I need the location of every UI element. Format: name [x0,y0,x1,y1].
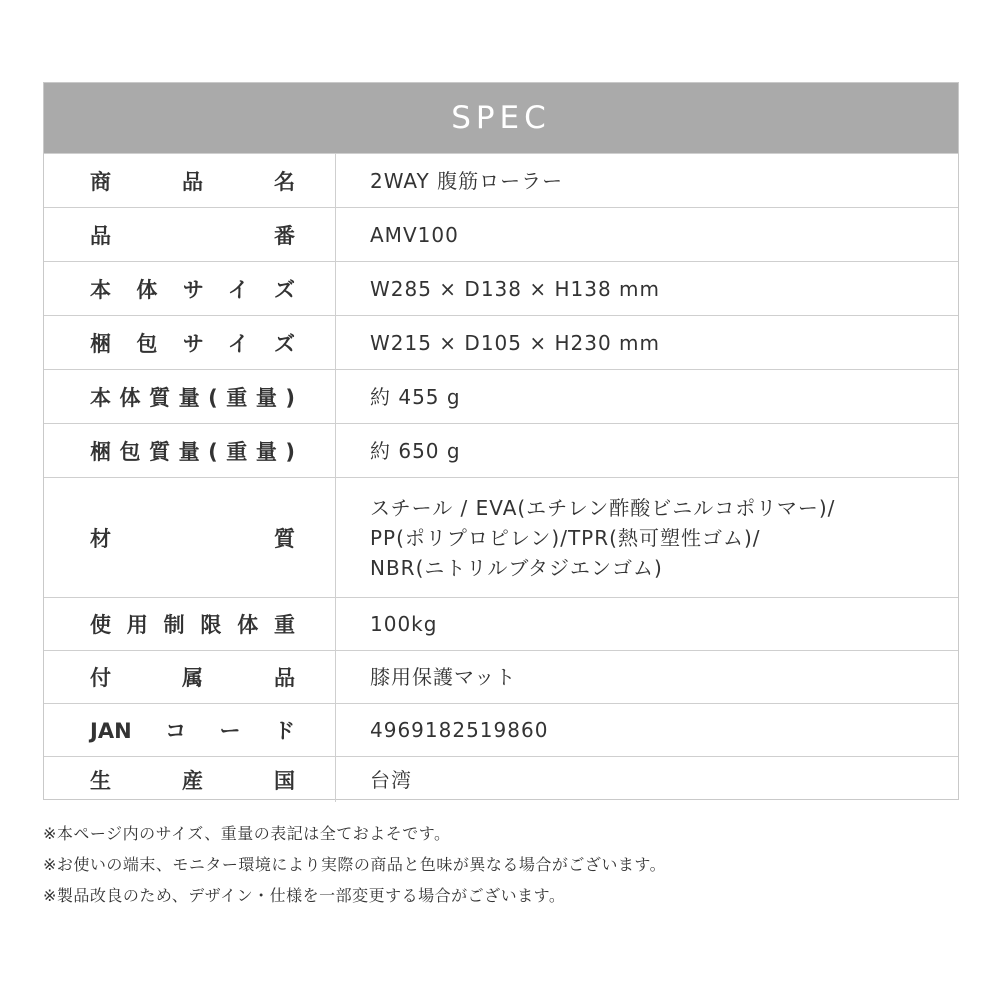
label-cell [44,757,336,802]
spec-row-material [44,477,958,597]
row-value: 100kg [370,612,438,636]
label-cell [44,262,336,315]
spec-row-jan-code [44,703,958,756]
value-cell [336,598,958,650]
value-cell [336,651,958,703]
label-cell [44,651,336,703]
label-cell [44,598,336,650]
value-cell [336,370,958,423]
spec-row-accessories [44,650,958,703]
note-item: ※お使いの端末、モニター環境により実際の商品と色味が異なる場合がございます。 [43,855,667,874]
label-cell [44,154,336,207]
label-cell [44,424,336,477]
row-value: 約 650 g [370,438,461,463]
label-cell [44,704,336,756]
row-label: 使用制限体重 [90,613,295,637]
spec-row-body-size [44,261,958,315]
value-cell [336,478,958,597]
value-cell [336,316,958,369]
notes [43,818,959,911]
row-label: 材質 [90,526,295,551]
label-cell [44,208,336,261]
spec-row-max-user-weight [44,597,958,650]
row-value: W215 × D105 × H230 mm [370,330,661,355]
note-item: ※製品改良のため、デザイン・仕様を一部変更する場合がございます。 [43,886,566,905]
spec-row-body-weight [44,369,958,423]
row-label: 付属品 [90,666,295,690]
value-cell [336,704,958,756]
spec-row-package-size [44,315,958,369]
row-value: スチール / EVA(エチレン酢酸ビニルコポリマー)/ PP(ポリプロピレン)/TPR(熱可塑性ゴム)/ NBR(ニトリルブタジエンゴム) [370,495,836,580]
spec-row-model-number [44,207,958,261]
value-cell [336,424,958,477]
row-value: 膝用保護マット [370,665,517,689]
spec-row-package-weight [44,423,958,477]
label-cell [44,478,336,597]
row-value: W285 × D138 × H138 mm [370,276,661,301]
note-item: ※本ページ内のサイズ、重量の表記は全ておよそです。 [43,824,451,843]
row-label: 商品名 [90,169,295,194]
label-cell [44,370,336,423]
spec-row-country-of-origin [44,756,958,802]
row-label: JANコード [90,719,295,743]
row-value: 4969182519860 [370,718,549,742]
row-value: AMV100 [370,222,459,247]
row-label: 梱包サイズ [90,331,295,356]
row-label: 本体質量(重量) [90,385,295,410]
spec-header [44,83,958,153]
spec-title: SPEC [451,100,551,136]
row-label: 梱包質量(重量) [90,439,295,464]
value-cell [336,757,958,802]
spec-row-product-name [44,153,958,207]
row-value: 台湾 [370,767,412,792]
value-cell [336,154,958,207]
row-label: 生産国 [90,768,295,793]
spec-table [43,82,959,800]
label-cell [44,316,336,369]
row-value: 2WAY 腹筋ローラー [370,168,564,193]
row-label: 本体サイズ [90,277,295,302]
value-cell [336,262,958,315]
row-value: 約 455 g [370,384,461,409]
value-cell [336,208,958,261]
row-label: 品番 [90,223,295,248]
